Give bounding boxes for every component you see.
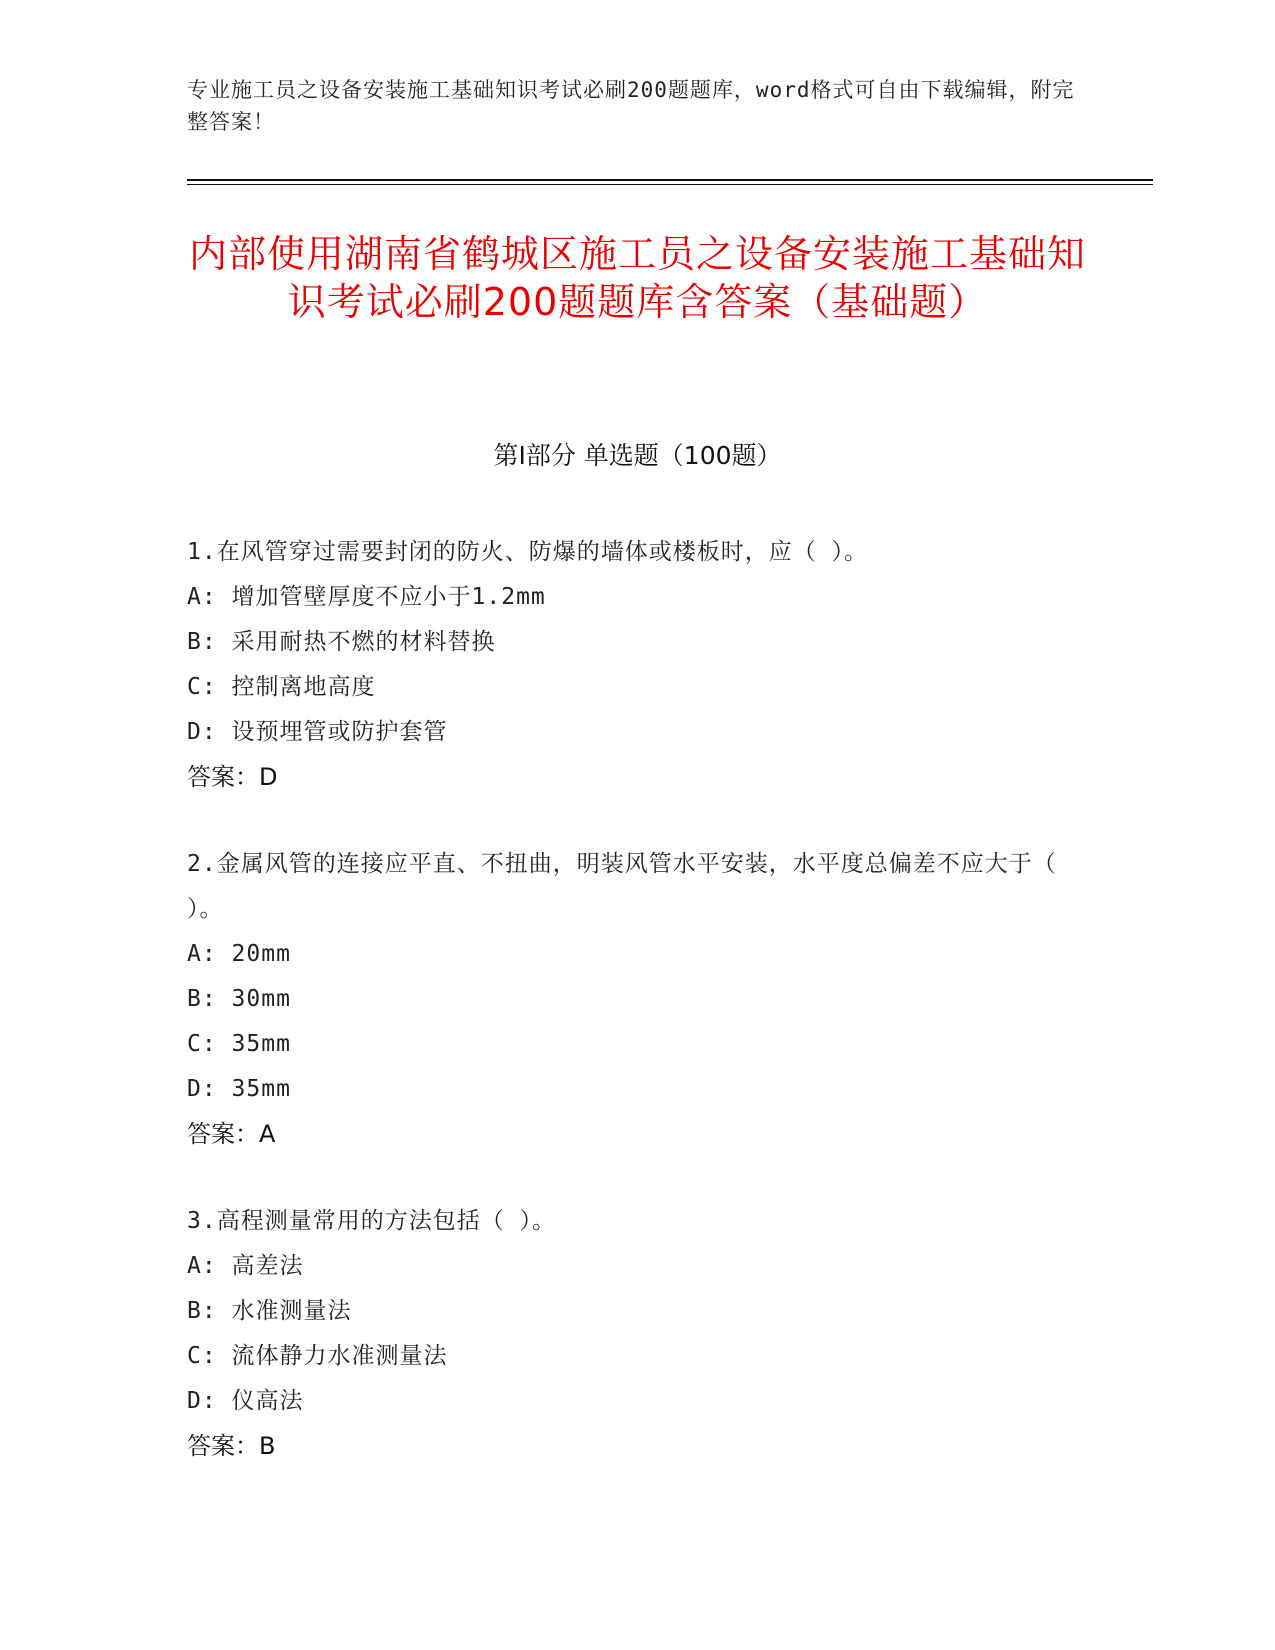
option-a: A: 高差法 — [187, 1253, 304, 1279]
option-c: C: 流体静力水准测量法 — [187, 1343, 448, 1369]
question-stem: 3.高程测量常用的方法包括（ ）。 — [187, 1208, 557, 1234]
question-stem: 1.在风管穿过需要封闭的防火、防爆的墙体或楼板时，应（ ）。 — [187, 539, 869, 565]
answer-text: 答案：A — [187, 1120, 276, 1148]
option-b: B: 采用耐热不燃的材料替换 — [187, 629, 496, 655]
question-2 — [187, 842, 1067, 1157]
section-heading: 第Ⅰ部分 单选题（100题） — [493, 441, 782, 470]
option-c: C: 35mm — [187, 1031, 291, 1057]
question-1 — [187, 530, 1067, 800]
header-divider-thin — [187, 184, 1153, 185]
option-a: A: 增加管壁厚度不应小于1.2mm — [187, 584, 546, 610]
question-3 — [187, 1199, 1067, 1469]
option-b: B: 水准测量法 — [187, 1298, 352, 1324]
option-b: B: 30mm — [187, 986, 291, 1012]
answer-text: 答案：B — [187, 1432, 276, 1460]
header-note: 专业施工员之设备安装施工基础知识考试必刷200题题库，word格式可自由下载编辑，附完整答案！ — [187, 78, 1075, 134]
question-list — [187, 530, 1067, 1511]
document-title: 内部使用湖南省鹤城区施工员之设备安装施工基础知识考试必刷200题题库含答案（基础题） — [188, 232, 1086, 324]
option-d: D: 设预埋管或防护套管 — [187, 719, 448, 745]
option-d: D: 35mm — [187, 1076, 291, 1102]
header-divider-thick — [187, 179, 1153, 181]
option-d: D: 仪高法 — [187, 1388, 304, 1414]
option-a: A: 20mm — [187, 941, 291, 967]
question-stem: 2.金属风管的连接应平直、不扭曲，明装风管水平安装，水平度总偏差不应大于（ ）。 — [187, 851, 1057, 922]
answer-text: 答案：D — [187, 763, 278, 791]
option-c: C: 控制离地高度 — [187, 674, 376, 700]
